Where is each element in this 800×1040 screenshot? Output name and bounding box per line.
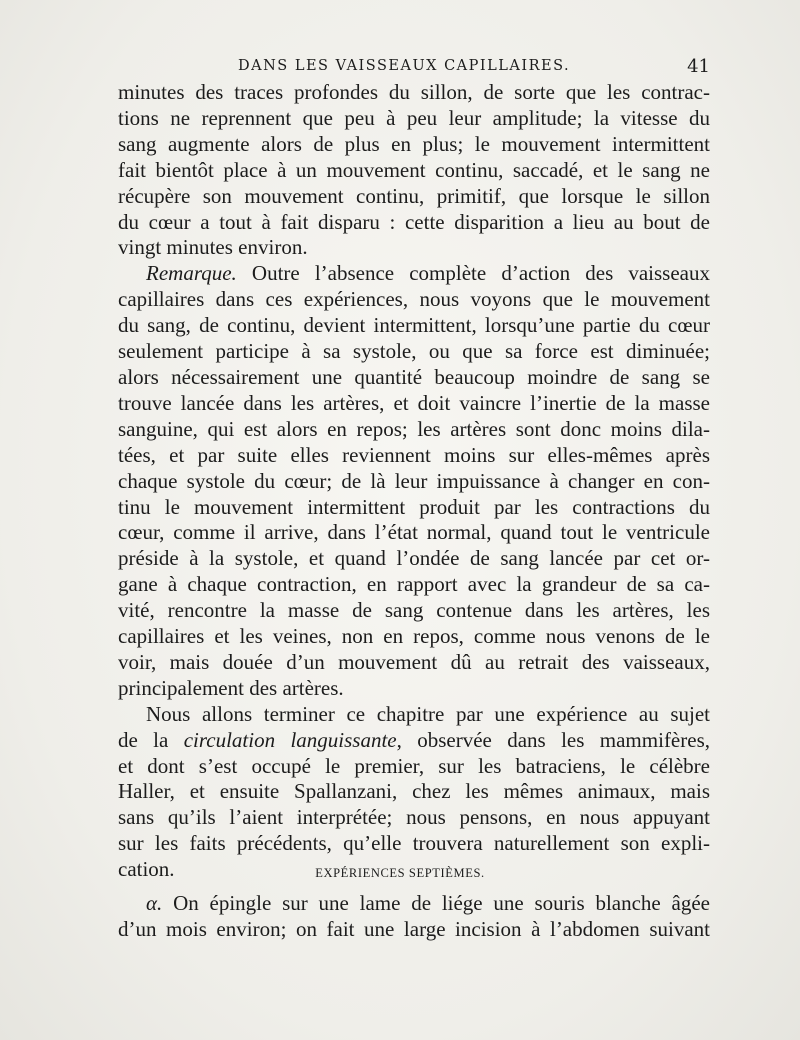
text-line: capillaires et les veines, non en repos, comme nous venons de le [118, 624, 710, 649]
text-line: du cœur a tout à fait disparu : cette disparition a lieu au bout de [118, 209, 710, 234]
text-line: de la circulation languissante, observée dans les mammifères, [118, 727, 710, 752]
text-line: d’un mois environ; on fait une large incision à l’abdomen suivant [118, 916, 710, 941]
text-line: sur les faits précédents, qu’elle trouvera naturellement son expli- [118, 831, 710, 856]
item-marker: α. [146, 891, 163, 915]
paragraph-1 [118, 80, 710, 261]
text-line: capillaires dans ces expériences, nous voyons que le mouvement [118, 287, 710, 312]
text-line: cation. [118, 857, 175, 882]
text-line: tées, et par suite elles reviennent moins sur elles-mêmes après [118, 442, 710, 467]
text-line: seulement participe à sa systole, ou que sa force est diminuée; [118, 339, 710, 364]
text-line: vingt minutes environ. [118, 235, 308, 260]
main-text [118, 80, 710, 883]
text-line: préside à la systole, et quand l’ondée de sang lancée par cet or- [118, 546, 710, 571]
text-line: sanguine, qui est alors en repos; les artères sont donc moins dila- [118, 416, 710, 441]
text-line: sang augmente alors de plus en plus; le mouvement intermittent [118, 131, 710, 156]
remark-label: Remarque. [146, 261, 237, 286]
remark-paragraph [118, 261, 710, 701]
text-line: gane à chaque contraction, en rapport avec la grandeur de sa ca- [118, 572, 710, 597]
text-line: Nous allons terminer ce chapitre par une expérience au sujet [146, 701, 710, 726]
text-line: alors nécessairement une quantité beaucoup moindre de sang se [118, 364, 710, 389]
text-line: α. On épingle sur une lame de liége une souris blanche âgée [146, 891, 710, 915]
text-line: minutes des traces profondes du sillon, de sorte que les contrac- [118, 80, 710, 104]
text-line: Haller, et ensuite Spallanzani, chez les mêmes animaux, mais [118, 779, 710, 804]
text-line: sans qu’ils l’aient interprétée; nous pensons, en nous appuyant [118, 805, 710, 830]
text-line: voir, mais douée d’un mouvement dû au retrait des vaisseaux, [118, 649, 710, 674]
text-line: chaque systole du cœur; de là leur impuissance à changer en con- [118, 468, 710, 493]
text-line: du sang, de continu, devient intermittent, lorsqu’une partie du cœur [118, 313, 710, 338]
text-line: trouve lancée dans les artères, et doit vaincre l’inertie de la masse [118, 390, 710, 415]
text-line: cœur, comme il arrive, dans l’état normal, quand tout le ventricule [118, 520, 710, 545]
text-line: récupère son mouvement continu, primitif, que lorsque le sillon [118, 183, 710, 208]
paragraph-4 [118, 891, 710, 943]
text-line: Remarque. Outre l’absence complète d’action des vaisseaux [146, 261, 710, 286]
italic-term: circulation languissante [183, 727, 397, 752]
page-number: 41 [687, 56, 710, 77]
paragraph-3 [118, 702, 710, 883]
text-line: principalement des artères. [118, 675, 344, 700]
text-line: tions ne reprennent que peu à peu leur amplitude; la vitesse du [118, 105, 710, 130]
text-line: fait bientôt place à un mouvement continu, saccadé, et le sang ne [118, 157, 710, 182]
text-line: et dont s’est occupé le premier, sur les batraciens, le célèbre [118, 753, 710, 778]
section-heading: EXPÉRIENCES SEPTIÈMES. [315, 866, 485, 880]
text-line: tinu le mouvement intermittent produit par les contractions du [118, 494, 710, 519]
running-title: DANS LES VAISSEAUX CAPILLAIRES. [238, 58, 571, 74]
text-line: vité, rencontre la masse de sang contenue dans les artères, les [118, 598, 710, 623]
page-header [118, 58, 710, 80]
